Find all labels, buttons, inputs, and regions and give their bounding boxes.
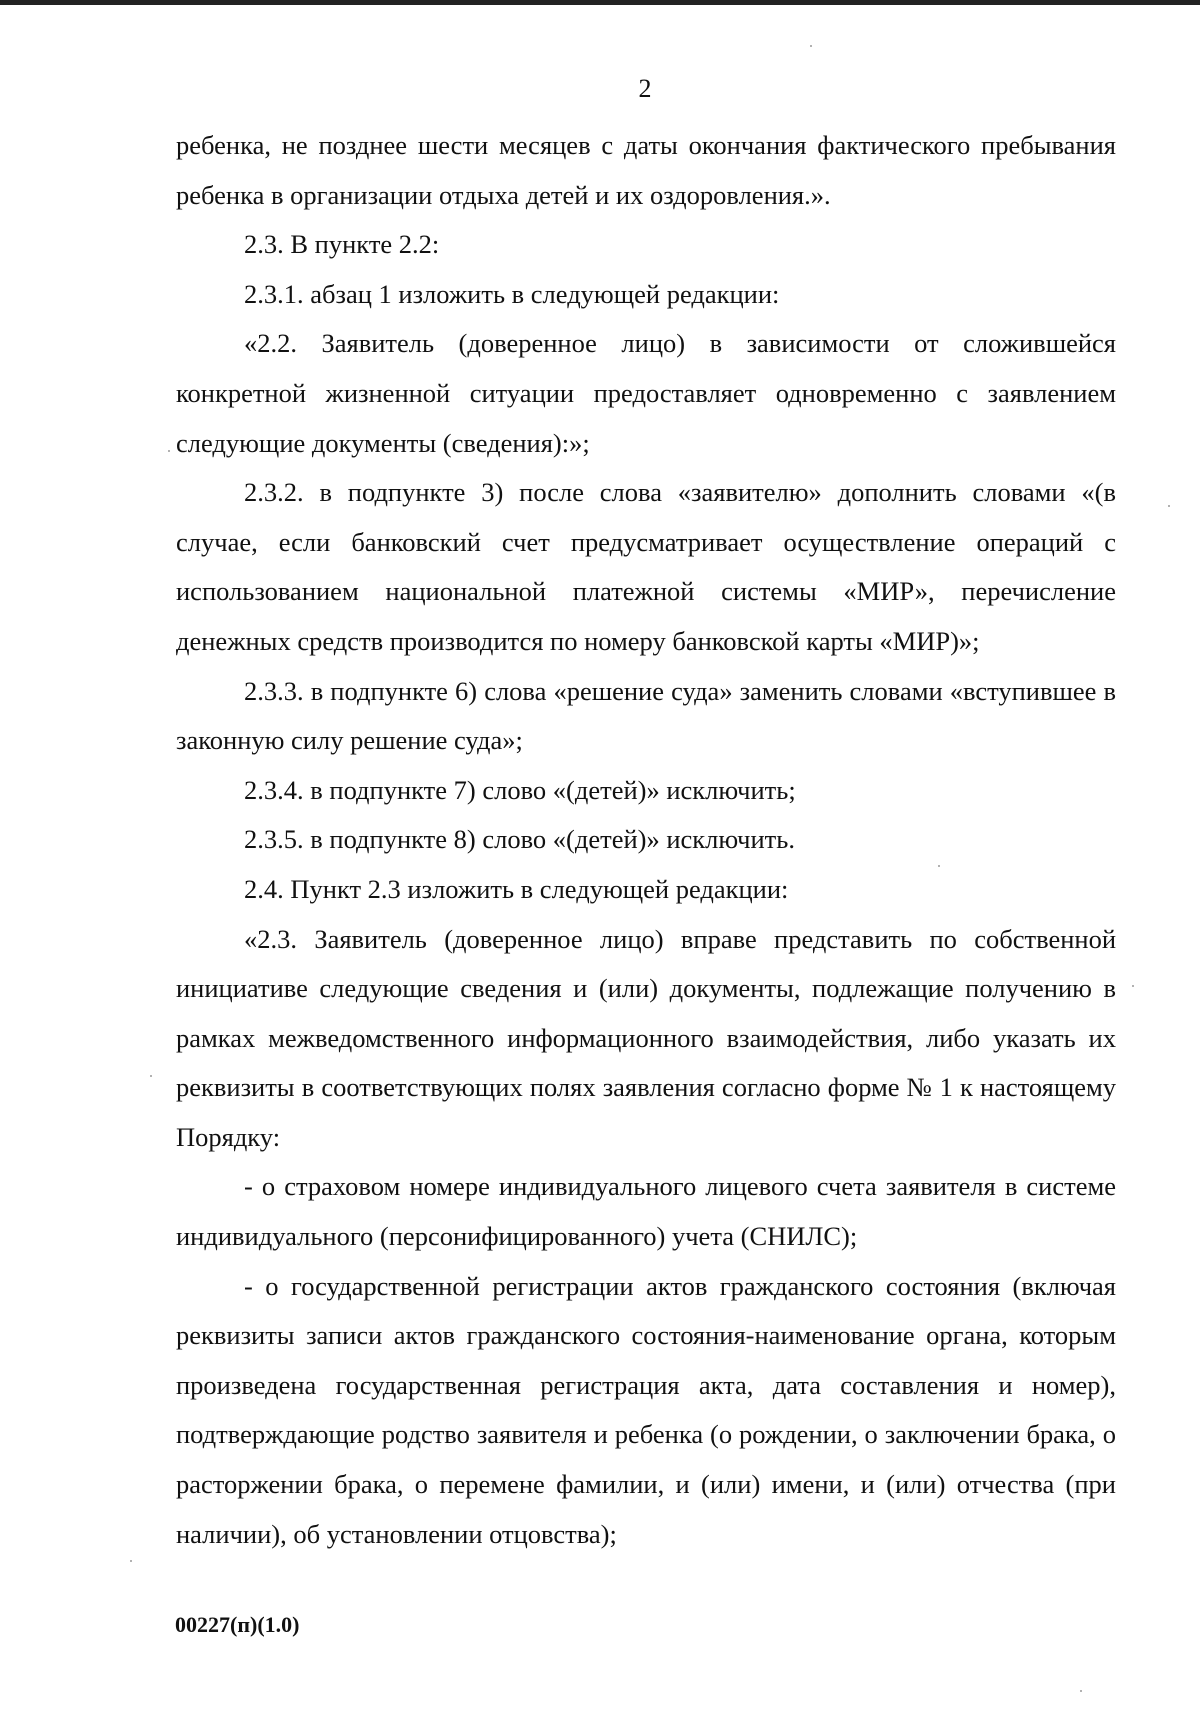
page-number: 2 xyxy=(638,74,652,103)
paragraph-continuation: ребенка, не позднее шести месяцев с даты окончания фактического пребывания ребенка в организации отдыха детей и их оздоровления.». xyxy=(176,130,1116,210)
list-item-civil-registration: - о государственной регистрации актов гражданского состояния (включая реквизиты записи актов гражданского состояния-наименование органа, которым произведена государственная регистрация акта, дата составления и номер), подтверждающие родство заявителя и ребенка (о рождении, о заключении брака, о расторжении брака, о перемене фамилии, и (или) имени, и (или) отчества (при наличии), об установлении отцовства); xyxy=(176,1270,1116,1549)
paragraph-quote-2-3: «2.3. Заявитель (доверенное лицо) вправе представить по собственной инициативе следующие сведения и (или) документы, подлежащие получению в рамках межведомственного информационного взаимодействия, либо указать их реквизиты в соответствующих полях заявления согласно форме № 1 к настоящему Порядку: xyxy=(176,923,1116,1152)
list-item-snils: - о страховом номере индивидуального лицевого счета заявителя в системе индивидуального (персонифицированного) учета (СНИЛС); xyxy=(176,1171,1116,1252)
paragraph-2-3-3: 2.3.3. в подпункте 6) слова «решение суда» заменить словами «вступившее в законную силу решение суда»; xyxy=(176,675,1116,756)
scan-speck xyxy=(150,1075,152,1077)
scan-speck xyxy=(130,1560,132,1562)
scan-speck xyxy=(1132,985,1134,987)
paragraph-2-4: 2.4. Пункт 2.3 изложить в следующей редакции: xyxy=(244,873,789,904)
scan-speck xyxy=(1168,505,1170,507)
paragraph-2-3-1: 2.3.1. абзац 1 изложить в следующей редакции: xyxy=(244,278,780,309)
paragraph-2-3-2: 2.3.2. в подпункте 3) после слова «заявителю» дополнить словами «(в случае, если банковский счет предусматривает осуществление операций с использованием национальной платежной системы «МИР», перечисление денежных средств производится по номеру банковской карты «МИР)»; xyxy=(176,477,1116,656)
paragraph-2-3-5: 2.3.5. в подпункте 8) слово «(детей)» исключить. xyxy=(244,824,795,855)
paragraph-2-3: 2.3. В пункте 2.2: xyxy=(244,229,440,260)
scan-speck xyxy=(168,450,170,452)
document-footer-code: 00227(п)(1.0) xyxy=(175,1612,300,1637)
scan-speck xyxy=(810,45,812,47)
document-body xyxy=(176,121,1116,1559)
top-border-line xyxy=(0,0,1200,5)
paragraph-2-3-4: 2.3.4. в подпункте 7) слово «(детей)» исключить; xyxy=(244,774,796,805)
paragraph-quote-2-2: «2.2. Заявитель (доверенное лицо) в зависимости от сложившейся конкретной жизненной ситуации предоставляет одновременно с заявлением следующие документы (сведения):»; xyxy=(176,328,1116,458)
scan-speck xyxy=(938,865,940,867)
scan-speck xyxy=(1080,1690,1082,1692)
